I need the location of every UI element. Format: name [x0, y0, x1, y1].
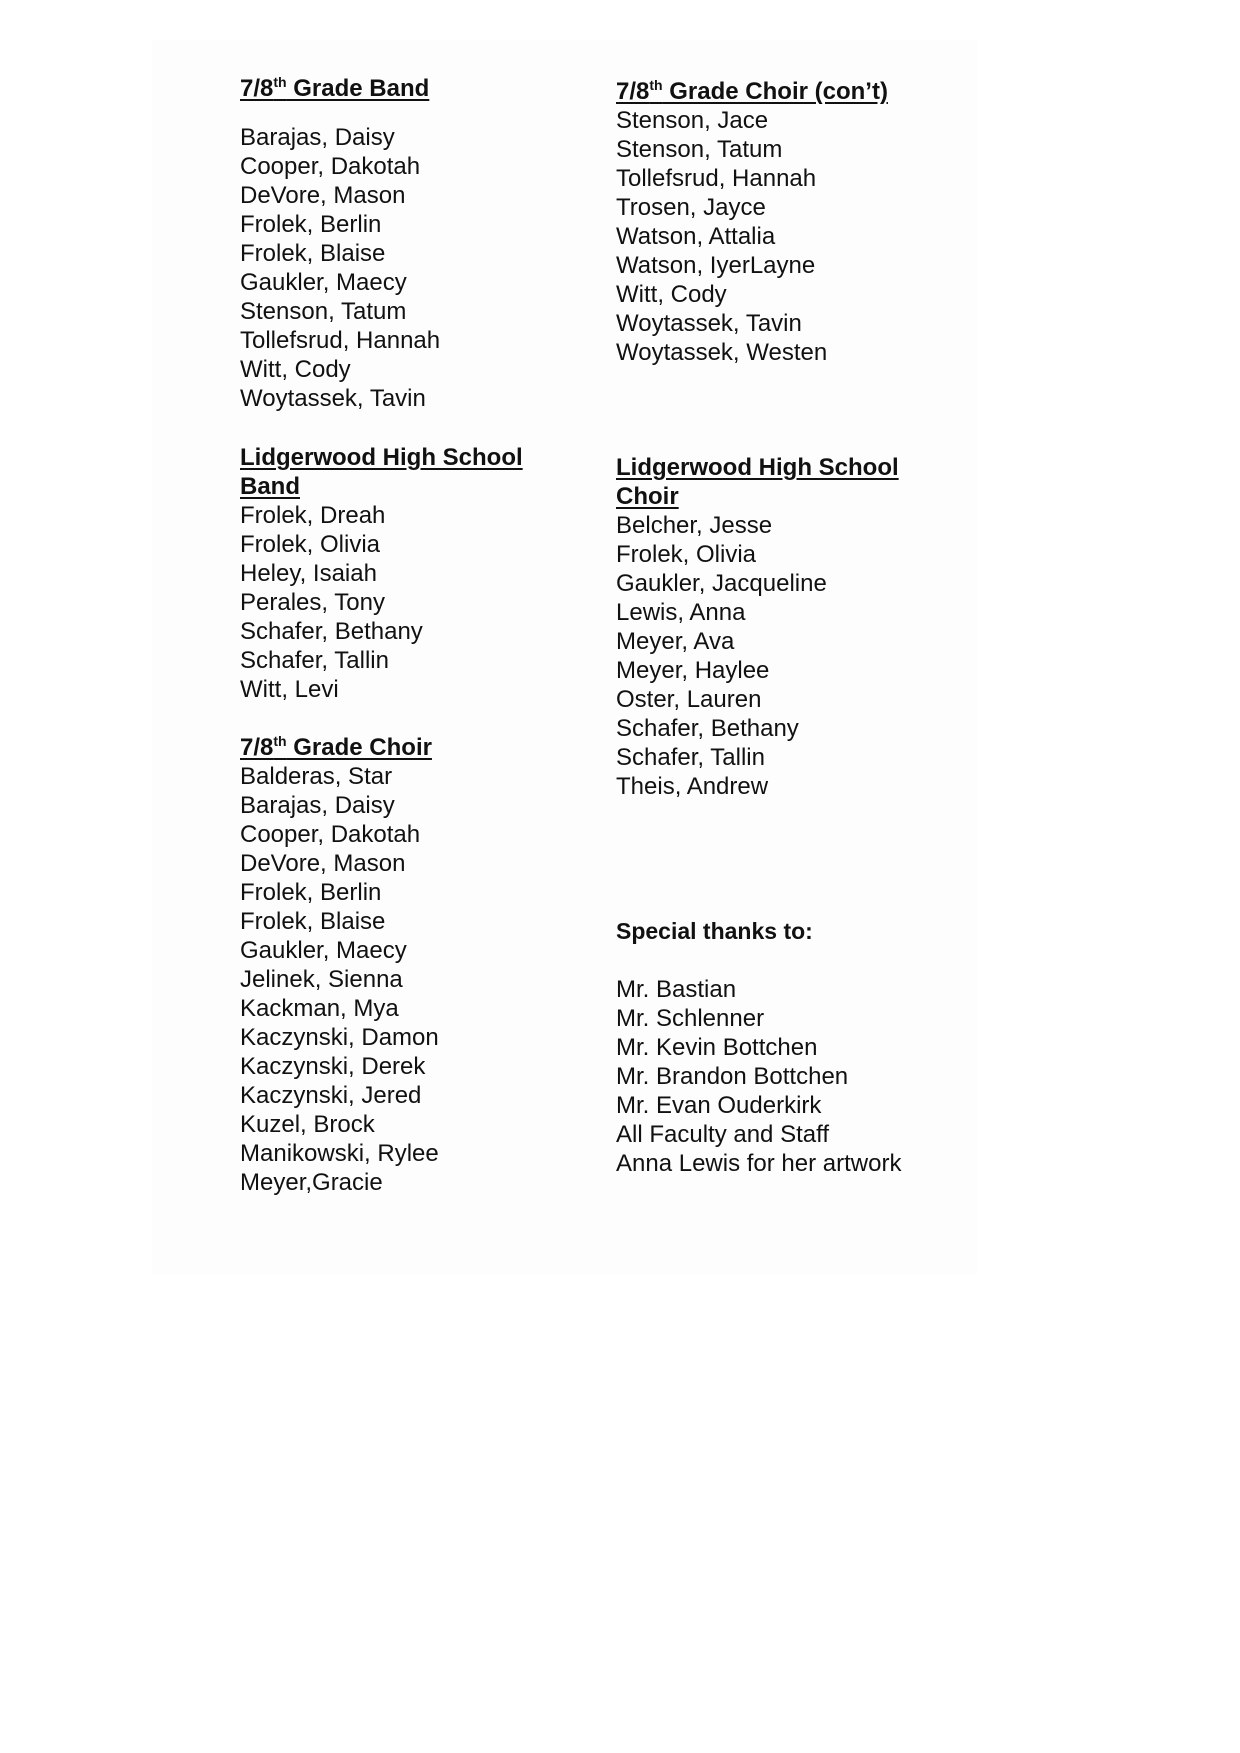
heading-suffix: Grade Band: [286, 75, 430, 102]
grade-choir-cont-heading: [616, 77, 946, 106]
list-item: Jelinek, Sienna: [240, 966, 403, 993]
list-item: Kaczynski, Derek: [240, 1053, 426, 1080]
list-item: Woytassek, Westen: [616, 339, 828, 366]
heading-suffix: Grade Choir: [286, 734, 432, 761]
list-item: Mr. Bastian: [616, 976, 737, 1003]
grade-choir-cont-section: [616, 77, 946, 367]
list-item: Meyer, Haylee: [616, 657, 770, 684]
list-item: Gaukler, Maecy: [240, 269, 407, 296]
heading-prefix: 7/8: [240, 734, 274, 761]
list-item: DeVore, Mason: [240, 850, 406, 877]
list-item: Tollefsrud, Hannah: [616, 165, 817, 192]
hs-choir-list: [616, 511, 946, 801]
heading-prefix: 7/8: [616, 78, 650, 105]
list-item: Mr. Brandon Bottchen: [616, 1063, 849, 1090]
heading-superscript: th: [273, 733, 287, 749]
list-item: DeVore, Mason: [240, 182, 406, 209]
heading-superscript: th: [273, 74, 287, 90]
list-item: Theis, Andrew: [616, 773, 769, 800]
heading-line-1: Lidgerwood High School: [240, 444, 523, 471]
list-item: Watson, Attalia: [616, 223, 776, 250]
list-item: Frolek, Berlin: [240, 211, 382, 238]
list-item: Witt, Cody: [240, 356, 351, 383]
grade-choir-cont-list: [616, 106, 946, 367]
grade-choir-list: [240, 762, 570, 1197]
list-item: Kackman, Mya: [240, 995, 399, 1022]
list-item: Manikowski, Rylee: [240, 1140, 439, 1167]
hs-choir-section: [616, 453, 946, 801]
list-item: Mr. Kevin Bottchen: [616, 1034, 818, 1061]
list-item: Stenson, Jace: [616, 107, 769, 134]
list-item: Belcher, Jesse: [616, 512, 773, 539]
special-thanks-section: [616, 917, 946, 1178]
list-item: Schafer, Bethany: [240, 618, 423, 645]
list-item: Kaczynski, Jered: [240, 1082, 422, 1109]
special-thanks-heading: Special thanks to:: [616, 918, 813, 944]
list-item: Kaczynski, Damon: [240, 1024, 439, 1051]
list-item: All Faculty and Staff: [616, 1121, 829, 1148]
list-item: Cooper, Dakotah: [240, 821, 421, 848]
list-item: Oster, Lauren: [616, 686, 762, 713]
list-item: Woytassek, Tavin: [240, 385, 426, 412]
list-item: Frolek, Berlin: [240, 879, 382, 906]
hs-choir-heading: [616, 453, 946, 511]
list-item: Woytassek, Tavin: [616, 310, 802, 337]
list-item: Gaukler, Jacqueline: [616, 570, 827, 597]
grade-choir-section: [240, 733, 570, 1197]
list-item: Lewis, Anna: [616, 599, 746, 626]
list-item: Witt, Cody: [616, 281, 727, 308]
list-item: Schafer, Bethany: [616, 715, 799, 742]
list-item: Balderas, Star: [240, 763, 393, 790]
list-item: Mr. Schlenner: [616, 1005, 765, 1032]
hs-band-section: [240, 443, 570, 704]
list-item: Frolek, Blaise: [240, 908, 386, 935]
list-item: Meyer, Ava: [616, 628, 735, 655]
heading-line-2: Choir: [616, 483, 679, 510]
list-item: Tollefsrud, Hannah: [240, 327, 441, 354]
list-item: Frolek, Olivia: [616, 541, 757, 568]
list-item: Heley, Isaiah: [240, 560, 377, 587]
grade-band-heading: [240, 74, 570, 103]
list-item: Witt, Levi: [240, 676, 339, 703]
list-item: Trosen, Jayce: [616, 194, 766, 221]
list-item: Meyer,Gracie: [240, 1169, 383, 1196]
heading-prefix: 7/8: [240, 75, 274, 102]
heading-superscript: th: [649, 77, 663, 93]
list-item: Schafer, Tallin: [616, 744, 765, 771]
hs-band-list: [240, 501, 570, 704]
list-item: Barajas, Daisy: [240, 792, 395, 819]
grade-band-list: [240, 123, 570, 413]
list-item: Anna Lewis for her artwork: [616, 1150, 902, 1177]
list-item: Gaukler, Maecy: [240, 937, 407, 964]
list-item: Frolek, Blaise: [240, 240, 386, 267]
list-item: Stenson, Tatum: [616, 136, 783, 163]
list-item: Frolek, Dreah: [240, 502, 386, 529]
list-item: Mr. Evan Ouderkirk: [616, 1092, 822, 1119]
grade-band-section: [240, 74, 570, 413]
list-item: Kuzel, Brock: [240, 1111, 375, 1138]
list-item: Cooper, Dakotah: [240, 153, 421, 180]
list-item: Stenson, Tatum: [240, 298, 407, 325]
list-item: Perales, Tony: [240, 589, 385, 616]
special-thanks-list: [616, 975, 946, 1178]
heading-line-2: Band: [240, 473, 300, 500]
heading-line-1: Lidgerwood High School: [616, 454, 899, 481]
list-item: Barajas, Daisy: [240, 124, 395, 151]
hs-band-heading: [240, 443, 570, 501]
heading-suffix: Grade Choir (con’t): [662, 78, 888, 105]
list-item: Frolek, Olivia: [240, 531, 381, 558]
list-item: Schafer, Tallin: [240, 647, 389, 674]
list-item: Watson, IyerLayne: [616, 252, 816, 279]
grade-choir-heading: [240, 733, 570, 762]
